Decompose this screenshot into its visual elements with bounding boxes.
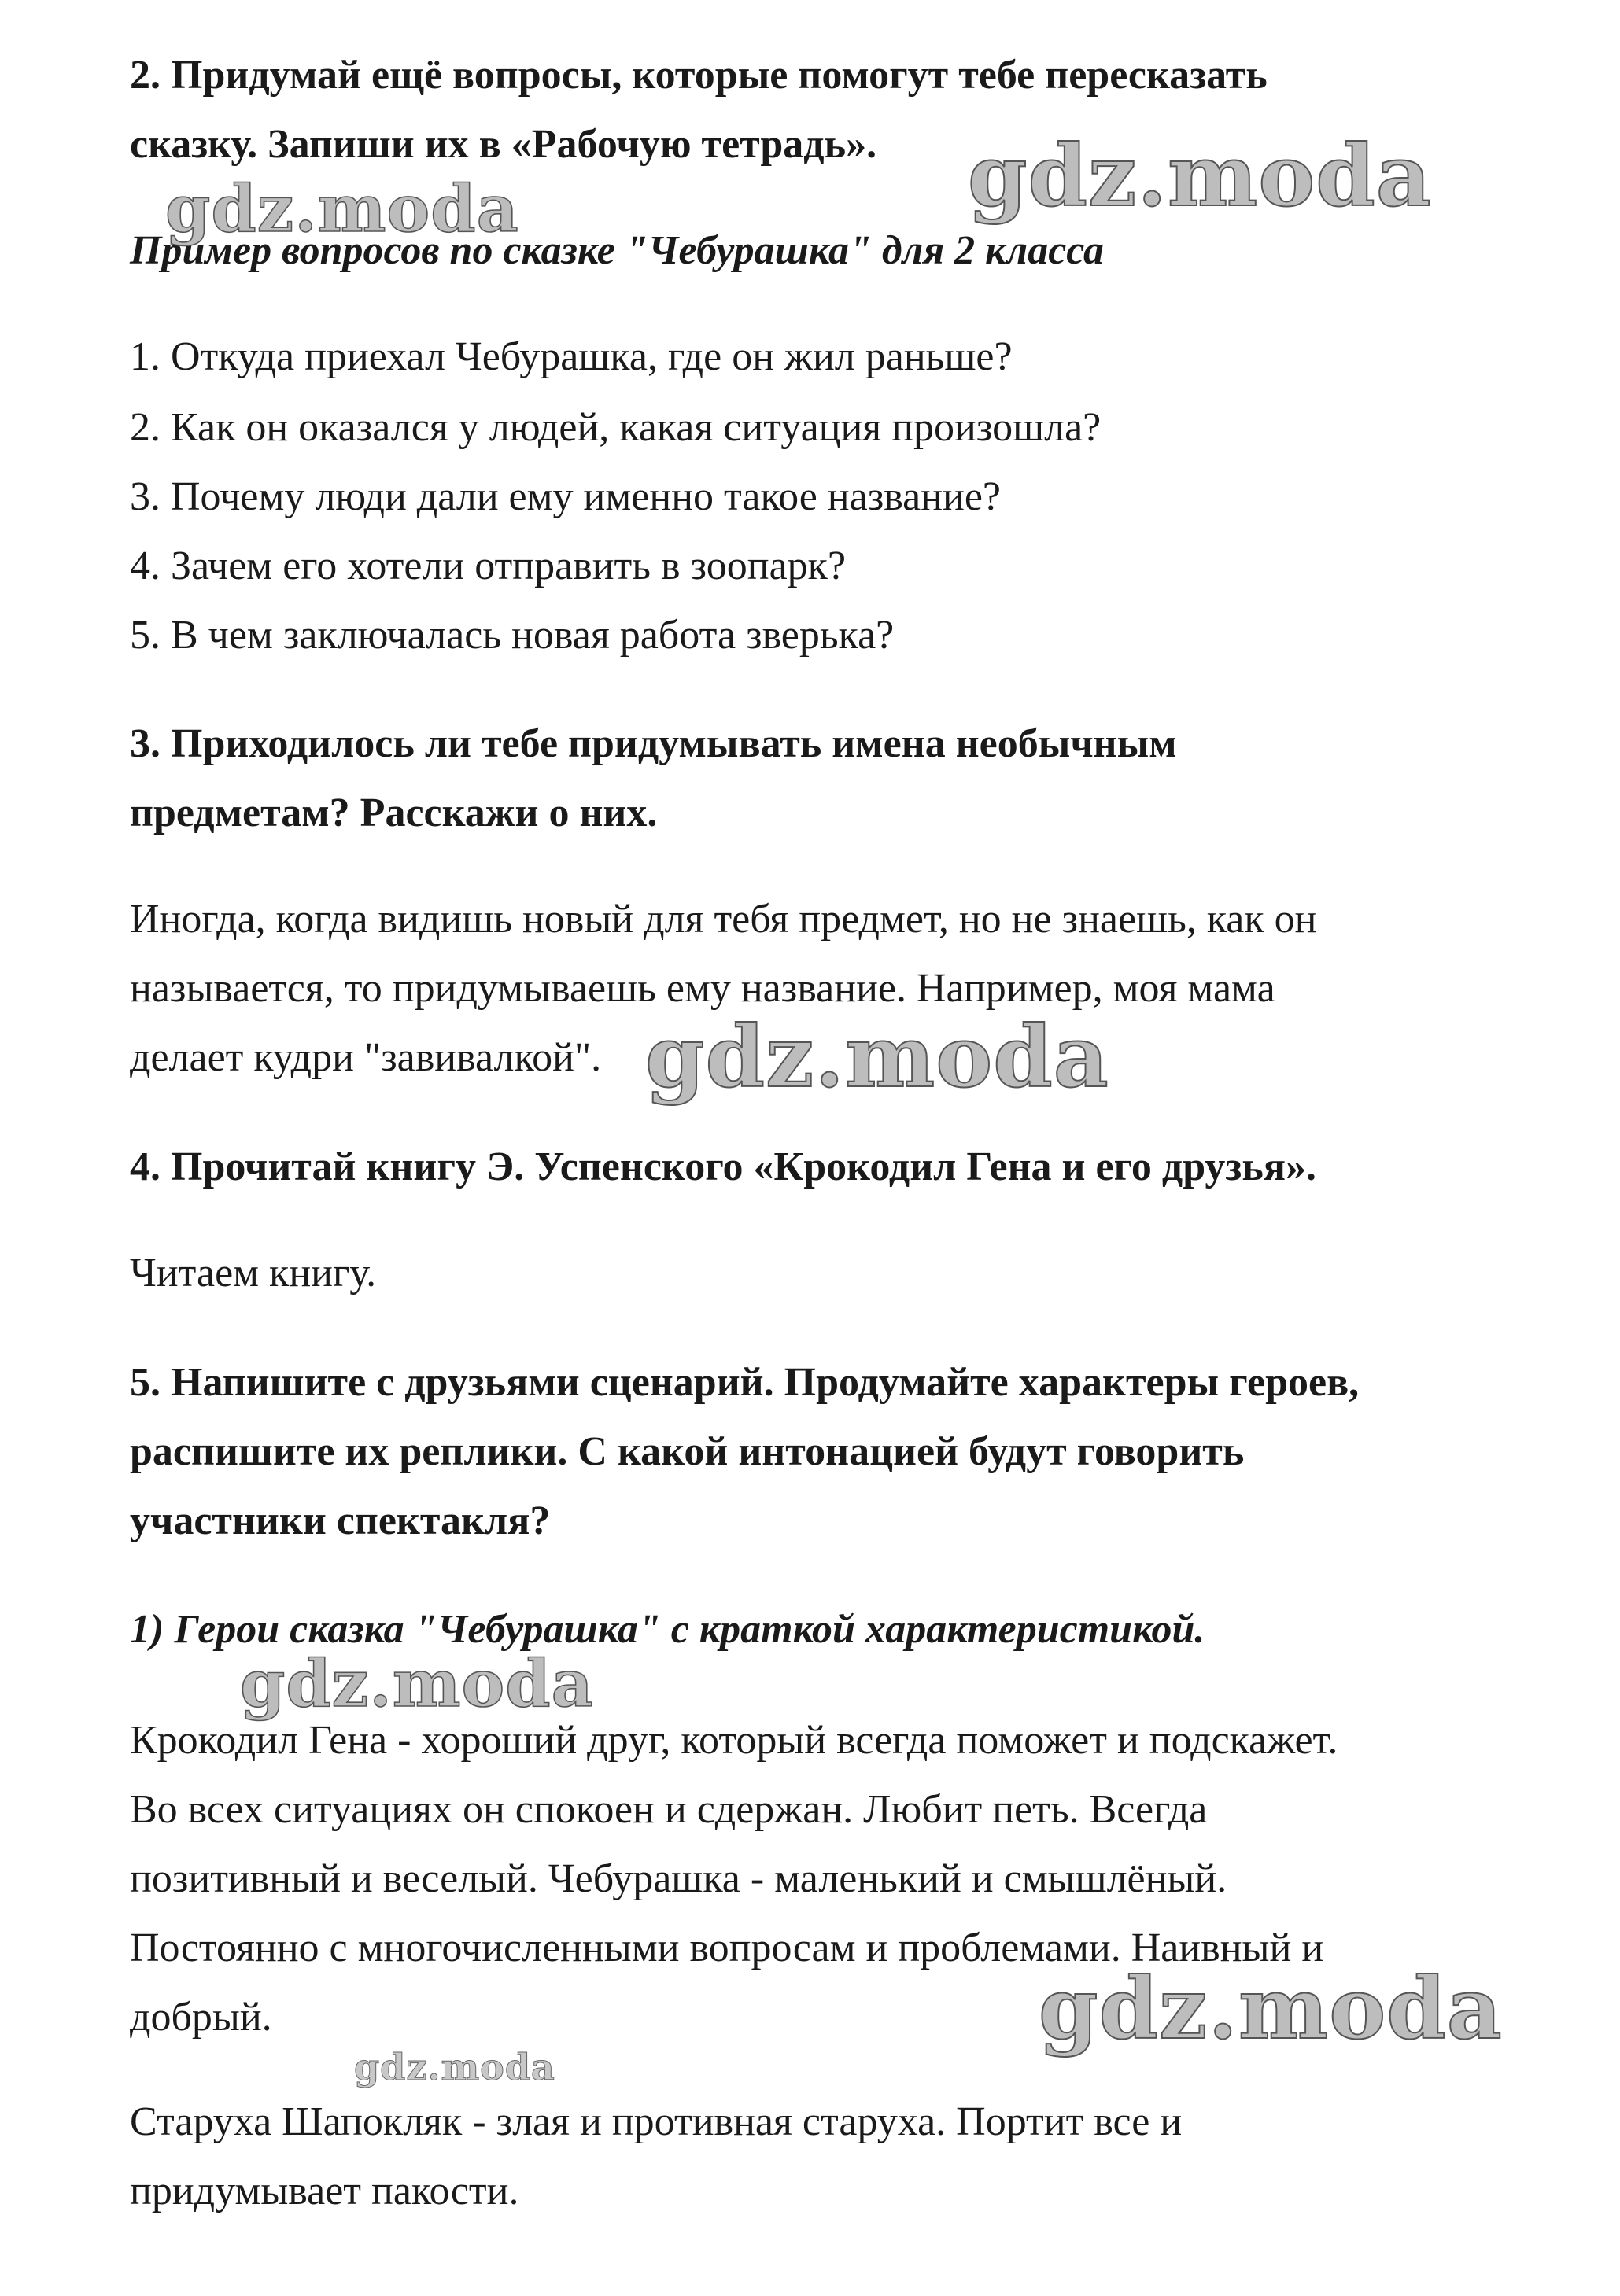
task2-heading-line1: 2. Придумай ещё вопросы, которые помогут тебе пересказать	[130, 53, 1268, 98]
watermark-logo: gdz.moda	[165, 171, 519, 247]
task2-heading-line2: сказку. Запиши их в «Рабочую тетрадь».	[130, 122, 877, 167]
question-item: 5. В чем заключалась новая работа зверька?	[130, 613, 895, 658]
task2-subheading: Пример вопросов по сказке "Чебурашка" для 2 класса	[130, 228, 1105, 273]
watermark-logo: gdz.moda	[354, 2046, 555, 2088]
question-item: 1. Откуда приехал Чебурашка, где он жил раньше?	[130, 334, 1013, 379]
task3-heading-line1: 3. Приходилось ли тебе придумывать имена необычным	[130, 721, 1177, 766]
task3-answer-line: делает кудри "завивалкой".	[130, 1035, 602, 1080]
task3-answer-line: называется, то придумываешь ему название. Например, моя мама	[130, 966, 1275, 1011]
task5-heading-line1: 5. Напишите с друзьями сценарий. Продумайте характеры героев,	[130, 1360, 1360, 1405]
task5-para1-line: Крокодил Гена - хороший друг, который всегда поможет и подскажет.	[130, 1718, 1338, 1763]
task3-answer-line: Иногда, когда видишь новый для тебя предмет, но не знаешь, как он	[130, 897, 1317, 942]
watermark-logo: gdz.moda	[645, 1008, 1109, 1107]
task5-subheading: 1) Герои сказка "Чебурашка" с краткой характеристикой.	[130, 1607, 1205, 1652]
task5-para1-line: Во всех ситуациях он спокоен и сдержан. Любит петь. Всегда	[130, 1787, 1208, 1832]
task4-answer: Читаем книгу.	[130, 1251, 377, 1295]
task3-heading-line2: предметам? Расскажи о них.	[130, 791, 658, 835]
task5-para2-line: Старуха Шапокляк - злая и противная старуха. Портит все и	[130, 2099, 1183, 2144]
watermark-logo: gdz.moda	[968, 127, 1432, 226]
task4-heading: 4. Прочитай книгу Э. Успенского «Крокодил Гена и его друзья».	[130, 1144, 1316, 1189]
watermark-logo: gdz.moda	[240, 1646, 594, 1722]
question-item: 4. Зачем его хотели отправить в зоопарк?	[130, 544, 847, 588]
question-item: 3. Почему люди дали ему именно такое название?	[130, 474, 1002, 519]
task5-para1-line: добрый.	[130, 1995, 272, 2040]
task5-heading-line3: участники спектакля?	[130, 1498, 551, 1543]
task5-para2-line: придумывает пакости.	[130, 2169, 519, 2213]
task5-para1-line: позитивный и веселый. Чебурашка - маленький и смышлёный.	[130, 1856, 1227, 1901]
task5-heading-line2: распишите их реплики. С какой интонацией будут говорить	[130, 1429, 1245, 1474]
task5-para1-line: Постоянно с многочисленными вопросам и проблемами. Наивный и	[130, 1926, 1324, 1970]
question-item: 2. Как он оказался у людей, какая ситуация произошла?	[130, 405, 1102, 450]
watermark-logo: gdz.moda	[1039, 1959, 1503, 2058]
